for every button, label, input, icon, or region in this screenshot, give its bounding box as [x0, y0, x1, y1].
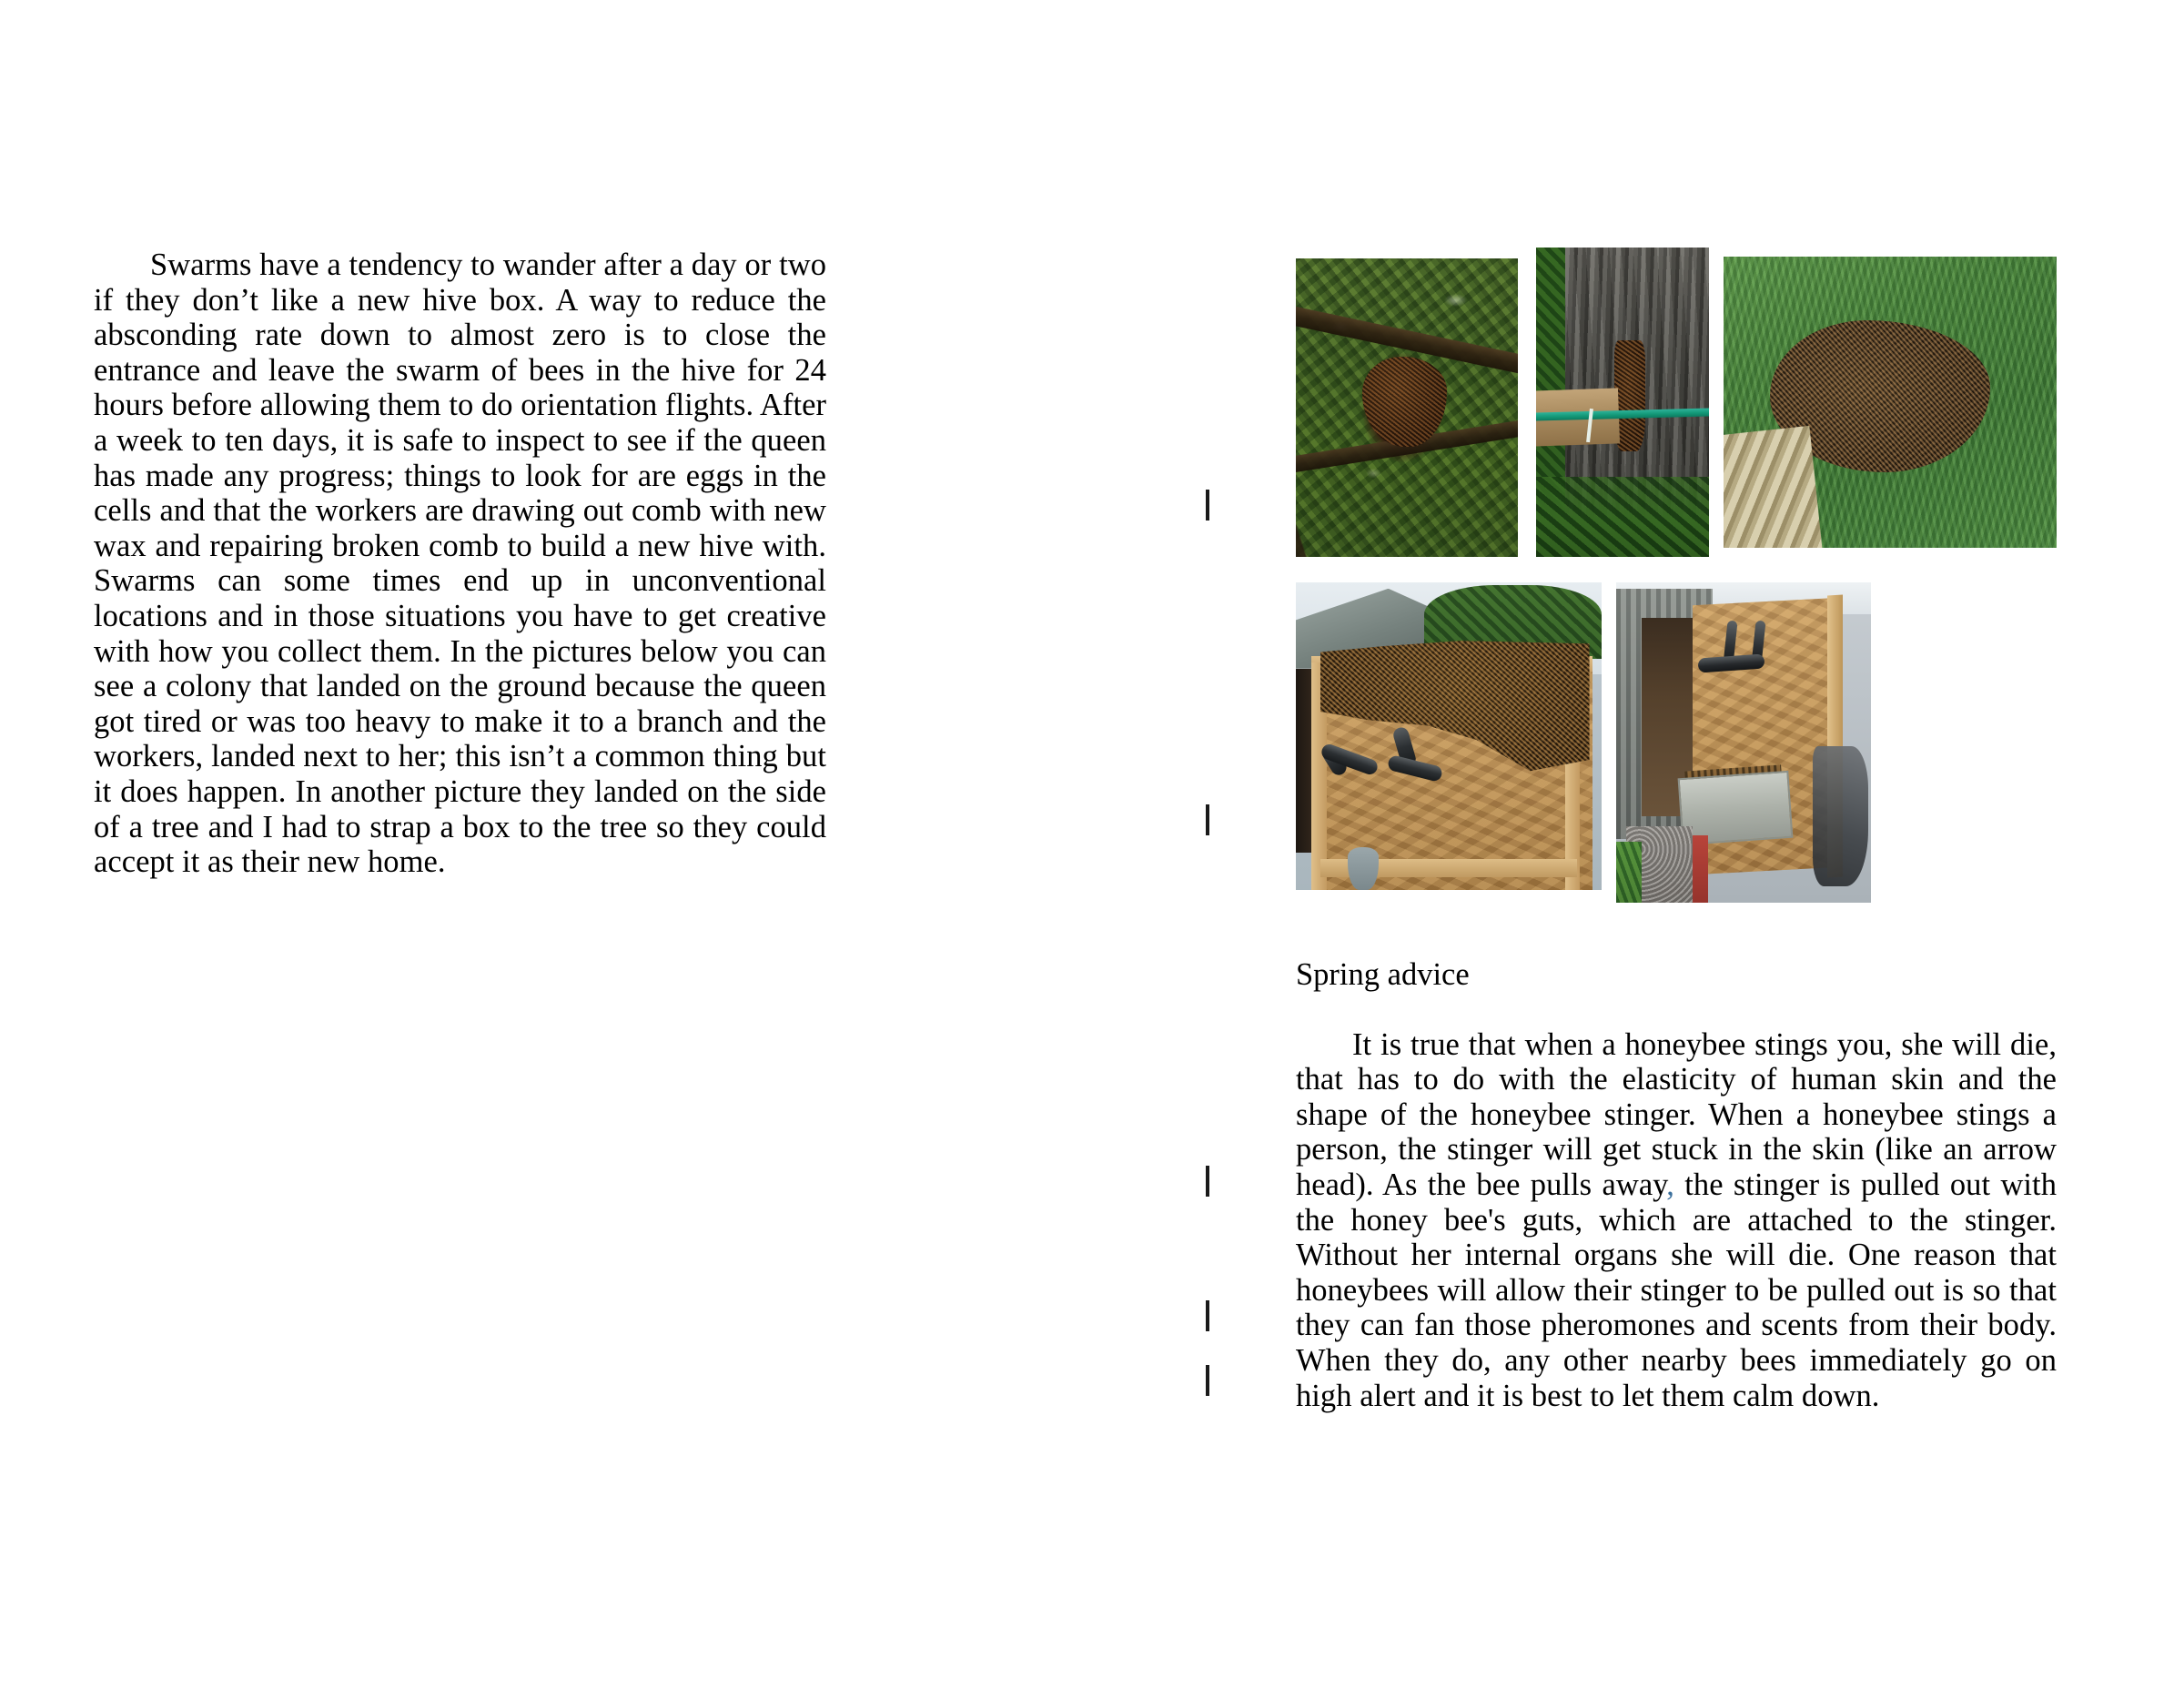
change-bar-3 [1206, 1166, 1209, 1197]
bee-swarm-cluster [1362, 357, 1447, 446]
figure-row-top [1296, 248, 2057, 557]
right-content-column [1296, 248, 2057, 1413]
inserted-comma-revision: , [1666, 1167, 1674, 1202]
left-text-column [94, 248, 826, 880]
spring-advice-heading: Spring advice [1296, 957, 1470, 992]
figure-swarm-on-shed-wall [1296, 582, 1602, 890]
honeybee-sting-paragraph [1296, 1027, 2057, 1414]
figure-swarm-hanging-in-tree [1296, 258, 1518, 557]
figure-row-bottom [1296, 582, 2057, 917]
bicycle [1813, 746, 1869, 887]
change-bar-5 [1206, 1365, 1209, 1396]
grass-patch [1616, 842, 1642, 903]
wooden-crate [1724, 426, 1824, 548]
change-bar-1 [1206, 490, 1209, 521]
figure-shed-door-with-hive-box [1616, 582, 1871, 903]
change-bar-4 [1206, 1300, 1209, 1331]
swarm-paragraph: Swarms have a tendency to wander after a day or two if they don’t like a new hive box. A way to reduce the absconding rate down to almost zero is to close the entrance and leave the swarm of bees in the hive for 24 hours before allowing them to do orientation flights. After a week to ten days, it is safe to inspect to see if the queen has made any progress; things to look for are eggs in the cells and that the workers are drawing out comb with new wax and repairing broken comb to build a new hive with. Swarms can some times end up in unconventional locations and in those situations you have to get creative with how you collect them. In the pictures below you can see a colony that landed on the ground because the queen got tired or was too heavy to make it to a branch and the workers, landed next to her; this isn’t a common thing but it does happen. In another picture they landed on the side of a tree and I had to strap a box to the tree so they could accept it as their new home. [94, 248, 826, 880]
shovel-head [1348, 847, 1379, 890]
sting-paragraph-part2: the stinger is pulled out with the honey bee's guts, which are attached to the stinger. Without her internal organs she will die. One reason that honeybees will allow their stinger to be pulled out is so that they can fan those pheromones and scents from their body. When they do, any other nearby bees immediately go on high alert and it is best to let them calm down. [1296, 1167, 2057, 1413]
change-bar-2 [1206, 804, 1209, 835]
foliage-bottom [1536, 477, 1709, 557]
figure-box-strapped-to-tree-trunk [1536, 248, 1709, 557]
figure-swarm-on-grass-with-crate [1724, 257, 2057, 548]
sting-paragraph-part1: It is true that when a honeybee stings you, she will die, that has to do with the elasticity of human skin and the shape of the honeybee stinger. When a honeybee stings a person, the stinger will get stuck in the skin (like an arrow head). As the bee pulls away [1296, 1026, 2057, 1202]
